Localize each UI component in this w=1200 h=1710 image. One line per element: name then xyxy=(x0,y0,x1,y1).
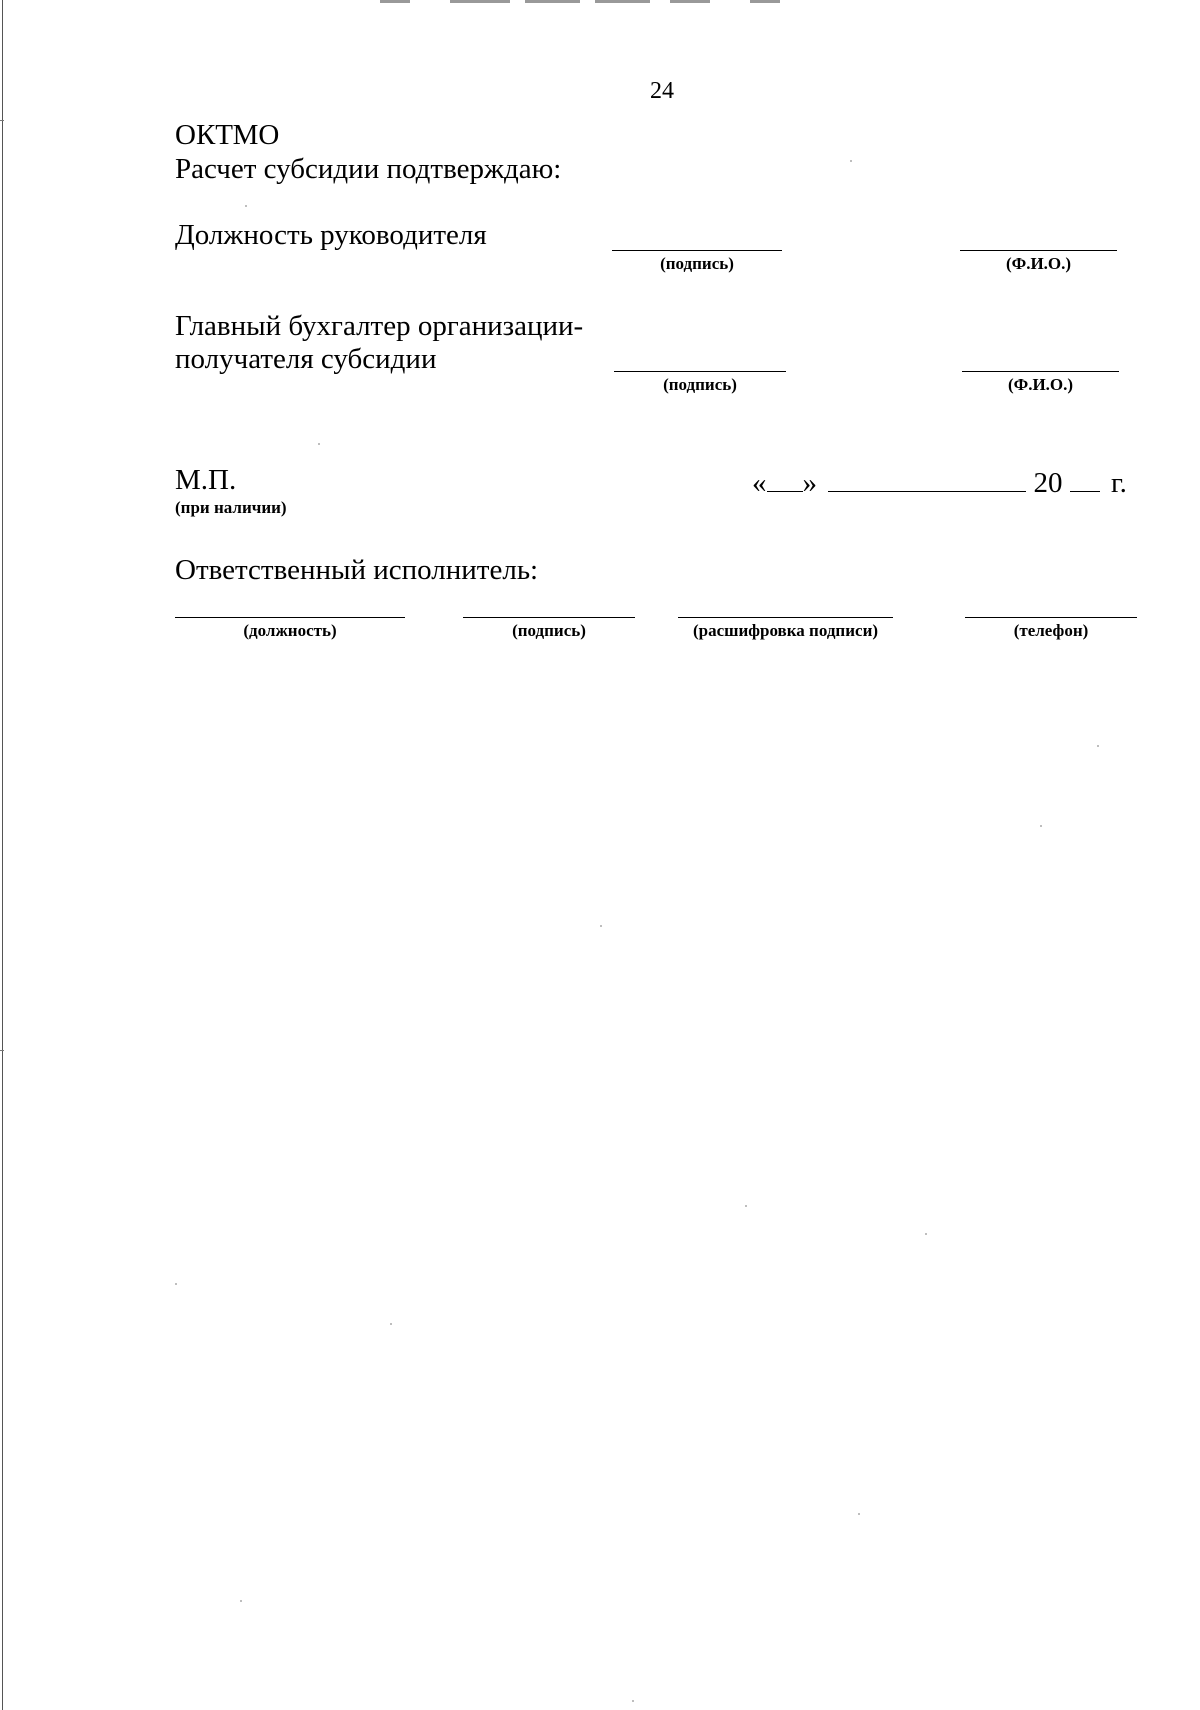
scan-speck xyxy=(1040,825,1042,827)
accountant-signature-line[interactable] xyxy=(614,371,786,372)
stamp-note: (при наличии) xyxy=(175,498,287,517)
executor-signature-caption: (подпись) xyxy=(512,621,586,640)
executor-signature-line[interactable] xyxy=(463,617,635,618)
accountant-signature-caption: (подпись) xyxy=(663,375,737,394)
scan-top-mark xyxy=(750,0,780,3)
date-close-quote: » xyxy=(802,467,817,499)
scan-speck xyxy=(600,925,602,927)
scan-speck xyxy=(858,1513,860,1515)
scan-speck xyxy=(390,1323,392,1325)
page-number: 24 xyxy=(650,78,674,104)
scan-top-mark xyxy=(670,0,710,3)
scan-speck xyxy=(245,205,247,207)
accountant-fio-caption: (Ф.И.О.) xyxy=(1007,375,1074,394)
scan-top-mark xyxy=(525,0,580,3)
scan-speck xyxy=(632,1700,634,1702)
scan-speck xyxy=(175,1283,177,1285)
scan-speck xyxy=(318,443,320,445)
head-fio-line[interactable] xyxy=(960,250,1117,251)
scan-top-mark xyxy=(450,0,510,3)
scan-speck xyxy=(1097,745,1099,747)
executor-label: Ответственный исполнитель: xyxy=(175,554,539,586)
scan-speck xyxy=(240,1600,242,1602)
head-signature-line[interactable] xyxy=(612,250,782,251)
date-year-suffix: г. xyxy=(1111,467,1127,499)
executor-decode-caption: (расшифровка подписи) xyxy=(692,621,879,640)
scan-edge-tick xyxy=(0,120,4,121)
date-day-blank[interactable] xyxy=(767,463,803,492)
executor-decode-line[interactable] xyxy=(678,617,893,618)
executor-position-line[interactable] xyxy=(175,617,405,618)
scan-speck xyxy=(850,160,852,162)
accountant-label-line1: Главный бухгалтер организации- xyxy=(175,310,584,342)
scan-speck xyxy=(745,1205,747,1207)
date-open-quote: « xyxy=(752,467,767,499)
scan-edge-tick xyxy=(0,1050,4,1051)
head-position-label: Должность руководителя xyxy=(175,219,487,251)
confirm-label: Расчет субсидии подтверждаю: xyxy=(175,153,562,185)
scan-speck xyxy=(925,1233,927,1235)
date-month-blank[interactable] xyxy=(828,463,1026,492)
executor-phone-line[interactable] xyxy=(965,617,1137,618)
stamp-label: М.П. xyxy=(175,464,237,496)
date-year-prefix: 20 xyxy=(1033,467,1063,499)
executor-phone-caption: (телефон) xyxy=(1013,621,1089,640)
executor-position-caption: (должность) xyxy=(243,621,337,640)
scan-edge-line xyxy=(2,0,3,1710)
accountant-label-line2: получателя субсидии xyxy=(175,343,437,375)
scan-top-mark xyxy=(595,0,650,3)
date-row xyxy=(752,463,1127,500)
date-year-blank[interactable] xyxy=(1070,463,1100,492)
scan-top-mark xyxy=(380,0,410,3)
head-fio-caption: (Ф.И.О.) xyxy=(1005,254,1072,273)
head-signature-caption: (подпись) xyxy=(660,254,734,273)
oktmo-label: ОКТМО xyxy=(175,119,280,151)
accountant-fio-line[interactable] xyxy=(962,371,1119,372)
